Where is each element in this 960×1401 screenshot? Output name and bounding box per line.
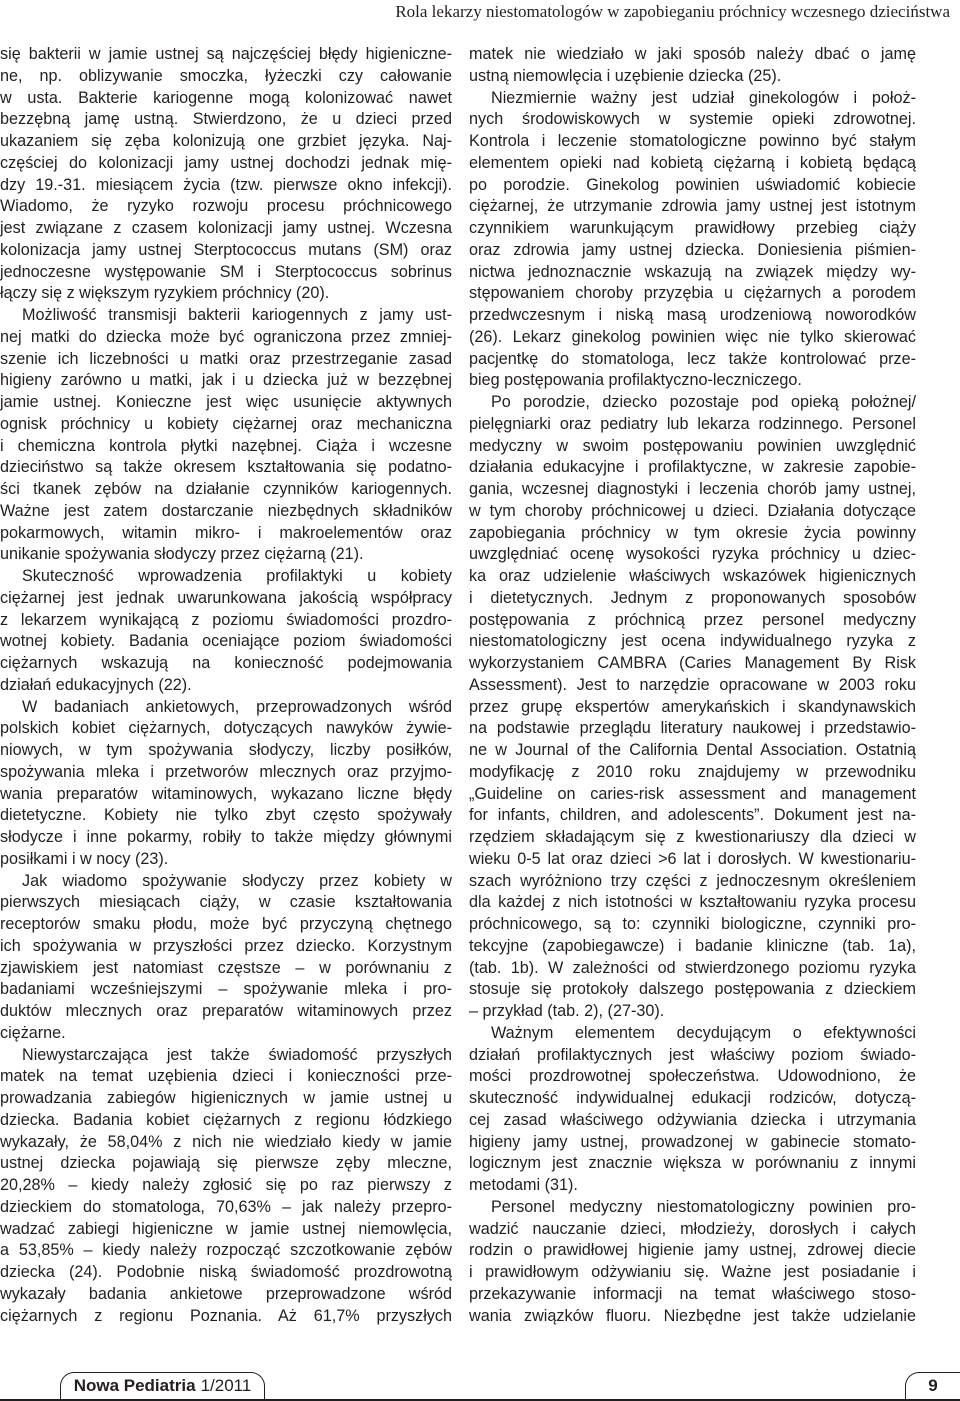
text-line: Personel medyczny niestomatologiczny powinien pro- (491, 1197, 916, 1216)
text-line: higieny zarówno u matki, jak i u dziecka już w bezzębnej (0, 371, 452, 390)
text-line: na podstawie przeglądu literatury naukowej i przedstawio- (469, 719, 916, 738)
text-line: Wiadomo, że ryzyko rozwoju procesu próchnicowego (0, 197, 452, 216)
text-line: Kontrola i leczenie stomatologiczne powinno być stałym (469, 132, 916, 150)
text-line: dietetyczne. Kobiety nie tylko zbyt często spożywały (0, 806, 452, 825)
text-line: spożywania mleka i przetworów mlecznych oraz przyjmo- (0, 762, 452, 781)
text-line: stępowaniem choroby przyzębia u ciężarnych a porodem (469, 284, 916, 303)
text-line: wieku 0-5 lat oraz dzieci >6 lat i dorosłych. W kwestionariu- (469, 849, 916, 868)
text-line: zapobiegania próchnicy w tym okresie życia powinny (469, 523, 916, 542)
text-line: uwzględniać ocenę wysokości ryzyka próchnicy u dziec- (469, 545, 916, 564)
text-line: kolonizacja jamy ustnej Sterptococcus mutans (SM) oraz (0, 240, 452, 259)
text-line: przedwczesnym i niską masą urodzeniową noworodków (469, 306, 916, 324)
text-line: ognisk próchnicy u kobiety ciężarnej oraz mechaniczna (0, 414, 452, 433)
text-line: nych środowiskowych w systemie opieki zdrowotnej. (469, 110, 916, 129)
text-line: nictwa jednoznacznie wskazują na związek między wy- (469, 262, 916, 281)
text-line: pokarmowych, witamin mikro- i makroelementów oraz (0, 523, 452, 542)
text-line: i prawidłowym odżywianiu się. Ważne jest posiadanie i (469, 1263, 916, 1281)
text-line: duktów mlecznych oraz preparatów witaminowych przez (0, 1002, 452, 1020)
text-line: ciężarnych wskazują na konieczność podejmowania (0, 654, 452, 672)
text-line: i dietetycznych. Jednym z proponowanych sposobów (469, 588, 916, 607)
text-line: czynnikiem warunkującym prawidłowy przebieg ciąży (469, 219, 916, 237)
text-line: higieny jamy ustnej, prowadzonej w gabinecie stomato- (469, 1132, 916, 1151)
text-line: polskich kobiet ciężarnych, dotyczących nawyków żywie- (0, 719, 452, 738)
text-line: niowych, w tym spożywania słodyczy, liczby posiłków, (0, 741, 452, 759)
text-line: po porodzie. Ginekolog powinien uświadomić kobiecie (469, 175, 916, 194)
text-line: badaniami wcześniejszymi – spożywanie mleka i pro- (0, 980, 452, 999)
text-line: (26). Lekarz ginekolog powinien więc nie tylko skierować (469, 327, 916, 346)
text-line: oraz zdrowia jamy ustnej dziecka. Doniesienia piśmien- (469, 240, 916, 259)
text-line: skuteczność indywidualnej edukacji rodziców, dotyczą- (469, 1089, 916, 1107)
text-line: ciężarnej, że utrzymanie zdrowia jamy ustnej jest istotnym (469, 197, 916, 216)
text-line: elementem opieki nad kobietą ciężarną i kobietą będącą (469, 153, 916, 172)
text-line: modyfikację z 2010 roku znajdujemy w przewodniku (469, 762, 916, 781)
text-line: wadzać zabiegi higieniczne w jamie ustnej niemowlęcia, (0, 1219, 452, 1238)
left-column (0, 44, 452, 1327)
page-number: 9 (905, 1372, 960, 1399)
text-line: wadzić nauczanie dzieci, młodzieży, dorosłych i całych (469, 1219, 916, 1238)
text-line: ukazaniem się zęba kolonizują one grzbiet języka. Naj- (0, 132, 452, 150)
text-line: wotnej kobiety. Badania oceniające poziom świadomości (0, 632, 452, 651)
text-line: metodami (31). (469, 1176, 578, 1194)
text-line: „Guideline on caries-risk assessment and management (469, 784, 916, 803)
text-line: działań edukacyjnych (22). (0, 675, 192, 694)
text-line: ciężarnych z regionu Poznania. Aż 61,7% przyszłych (0, 1306, 452, 1325)
text-line: bezzębną jamę ustną. Stwierdzono, że u dzieci przed (0, 110, 452, 129)
text-line: receptorów smaku płodu, może być przyczyną chętnego (0, 915, 452, 933)
text-line: prowadzania zabiegów higienicznych w jamie ustnej u (0, 1089, 452, 1107)
text-line: ustnej dziecka pojawiają się pierwsze zęby mleczne, (0, 1154, 452, 1173)
text-line: postępowania z próchnicą przez personel medyczny (469, 610, 916, 629)
running-header: Rola lekarzy niestomatologów w zapobieganiu próchnicy wczesnego dzieciństwa (395, 2, 950, 21)
text-line: zjawiskiem jest natomiast częstsze – w porównaniu z (0, 958, 452, 977)
text-line: W badaniach ankietowych, przeprowadzonych wśród (22, 697, 452, 716)
text-line: ich spożywania w przyszłości przez dziecko. Korzystnym (0, 936, 452, 955)
text-line: w usta. Bakterie kariogenne mogą kolonizować nawet (0, 88, 452, 107)
text-line: dziecka (24). Podobnie niską świadomość prozdrowotną (0, 1263, 452, 1281)
text-line: jest związane z czasem kolonizacji jamy ustnej. Wczesna (0, 219, 452, 237)
text-line: dla każdej z nich istotności w kształtowaniu ryzyka procesu (469, 893, 916, 912)
text-line: wykorzystaniem CAMBRA (Caries Management By Risk (469, 654, 916, 672)
text-line: Skuteczność wprowadzenia profilaktyki u kobiety (22, 567, 452, 585)
text-line: w tym choroby próchnicowej u dzieci. Działania dotyczące (469, 501, 916, 520)
text-line: z lekarzem wynikającą z poziomu świadomości prozdro- (0, 610, 452, 629)
text-line: wania związków fluoru. Niezbędne jest także udzielanie (469, 1306, 916, 1325)
text-line: i chemiczna kontrola płytki nazębnej. Ciąża i wczesne (0, 436, 452, 455)
text-line: matek na temat uzębienia dzieci i konieczności prze- (0, 1067, 452, 1086)
text-line: przekazywanie informacji na temat właściwego stoso- (469, 1284, 916, 1303)
text-line: Ważne jest zatem dostarczanie niezbędnych składników (0, 501, 452, 520)
text-line: pierwszych miesiącach ciąży, w czasie kształtowania (0, 893, 452, 912)
text-line: unikanie spożywania słodyczy przez ciężarną (21). (0, 545, 364, 564)
text-line: medyczny w swoim postępowaniu powinien uwzględnić (469, 436, 916, 455)
text-line: bieg postępowania profilaktyczno-leczniczego. (469, 371, 802, 390)
text-line: ciężarne. (0, 1023, 66, 1042)
text-line: ne w Journal of the California Dental Association. Ostatnią (469, 741, 916, 759)
text-line: logicznym jest znacznie większa w porównaniu z innymi (469, 1154, 916, 1173)
text-line: stosuje się protokoły dalszego postępowania z dzieckiem (469, 980, 916, 999)
text-line: niestomatologiczny jest ocena indywidualnego ryzyka z (469, 632, 916, 651)
text-line: rodzin o prawidłowej higienie jamy ustnej, zdrowej diecie (469, 1241, 916, 1260)
text-line: ka oraz udzielenie właściwych wskazówek higienicznych (469, 567, 916, 585)
text-line: – przykład (tab. 2), (27-30). (469, 1002, 665, 1020)
text-line: for infants, children, and adolescents”. Dokument jest na- (469, 806, 916, 825)
text-line: słodycze i inne pokarmy, robiły to także między głównymi (0, 828, 452, 846)
text-line: Możliwość transmisji bakterii kariogennych z jamy ust- (22, 306, 452, 324)
text-line: częściej do kolonizacji jamy ustnej dochodzi jednak mię- (0, 153, 452, 172)
text-line: dzieckiem do stomatologa, 70,63% – jak należy przepro- (0, 1197, 452, 1216)
text-line: wania preparatów witaminowych, wykazano liczne błędy (0, 784, 452, 803)
journal-name: Nowa Pediatria (73, 1376, 196, 1395)
text-line: działania edukacyjne i profilaktyczne, w zakresie zapobie- (469, 458, 916, 477)
text-line: ści tkanek zębów na działanie czynników kariogennych. (0, 480, 452, 498)
text-line: Niezmiernie ważny jest udział ginekologów i położ- (491, 88, 916, 107)
text-line: 20,28% – kiedy należy zgłosić się po raz pierwszy z (0, 1176, 452, 1194)
text-line: szach wyróżniono trzy części z jednoczesnym określeniem (469, 871, 916, 890)
text-line: ne, np. oblizywanie smoczka, łyżeczki czy całowanie (0, 66, 452, 85)
text-line: wykazały badania ankietowe przeprowadzone wśród (0, 1284, 452, 1303)
text-line: szenie ich liczebności u matki oraz przestrzeganie zasad (0, 349, 452, 368)
right-column (469, 44, 916, 1327)
text-line: mości prozdrowotnej społeczeństwa. Udowodniono, że (469, 1067, 916, 1086)
text-line: pacjentkę do stomatologa, lecz także kontrolować prze- (469, 349, 916, 368)
text-line: Niewystarczająca jest także świadomość przyszłych (22, 1045, 452, 1064)
text-line: przez grupę ekspertów amerykańskich i skandynawskich (469, 697, 916, 716)
text-line: się bakterii w jamie ustnej są najczęściej błędy higieniczne- (0, 45, 452, 63)
text-line: łączy się z większym ryzykiem próchnicy (20). (0, 284, 330, 303)
text-line: dzy 19.-31. miesiącem życia (tzw. pierwsze okno infekcji). (0, 175, 452, 194)
text-line: działań profilaktycznych jest właściwy poziom świado- (469, 1045, 916, 1064)
text-line: ciężarnej jest jednak uwarunkowana jakością współpracy (0, 588, 452, 607)
text-line: posiłkami i w nocy (23). (0, 849, 169, 868)
text-line: Ważnym elementem decydującym o efektywności (491, 1023, 916, 1042)
text-line: ustną niemowlęcia i uzębienie dziecka (25). (469, 66, 782, 85)
text-line: wykazały, że 58,04% z nich nie wiedziało kiedy w jamie (0, 1132, 452, 1151)
text-line: rzędziem składającym się z kwestionariuszy dla dzieci w (469, 828, 916, 846)
text-line: (tab. 1b). W zależności od stwierdzonego poziomu ryzyka (469, 958, 916, 977)
journal-issue: 1/2011 (200, 1376, 252, 1395)
text-line: jamie ustnej. Konieczne jest więc usunięcie aktywnych (0, 393, 452, 411)
text-line: dzieciństwo są także okresem kształtowania się podatno- (0, 458, 452, 477)
text-line: pielęgniarki oraz pediatry lub lekarza rodzinnego. Personel (469, 414, 916, 433)
text-line: Po porodzie, dziecko pozostaje pod opieką położnej/ (491, 393, 916, 411)
text-line: Assessment). Jest to narzędzie opracowane w 2003 roku (469, 675, 916, 694)
text-line: gania, wczesnej diagnostyki i leczenia chorób jamy ustnej, (469, 480, 916, 498)
text-line: próchnicowego, są to: czynniki biologiczne, czynniki pro- (469, 915, 916, 933)
text-line: Jak wiadomo spożywanie słodyczy przez kobiety w (22, 871, 452, 890)
text-line: matek nie wiedziało w jaki sposób należy dbać o jamę (469, 45, 916, 63)
journal-footer (60, 1372, 265, 1399)
text-line: cej zasad właściwego odżywiania dziecka i utrzymania (469, 1110, 916, 1129)
text-line: tekcyjne (zapobiegawcze) i badanie kliniczne (tab. 1a), (469, 936, 916, 955)
text-line: dziecka. Badania kobiet ciężarnych z regionu łódzkiego (0, 1110, 452, 1129)
text-line: jednoczesne występowanie SM i Sterptococcus sobrinus (0, 262, 452, 281)
text-line: nej matki do dziecka może być ograniczona przez zmniej- (0, 327, 452, 346)
text-line: a 53,85% – kiedy należy rozpocząć szczotkowanie zębów (0, 1241, 452, 1260)
